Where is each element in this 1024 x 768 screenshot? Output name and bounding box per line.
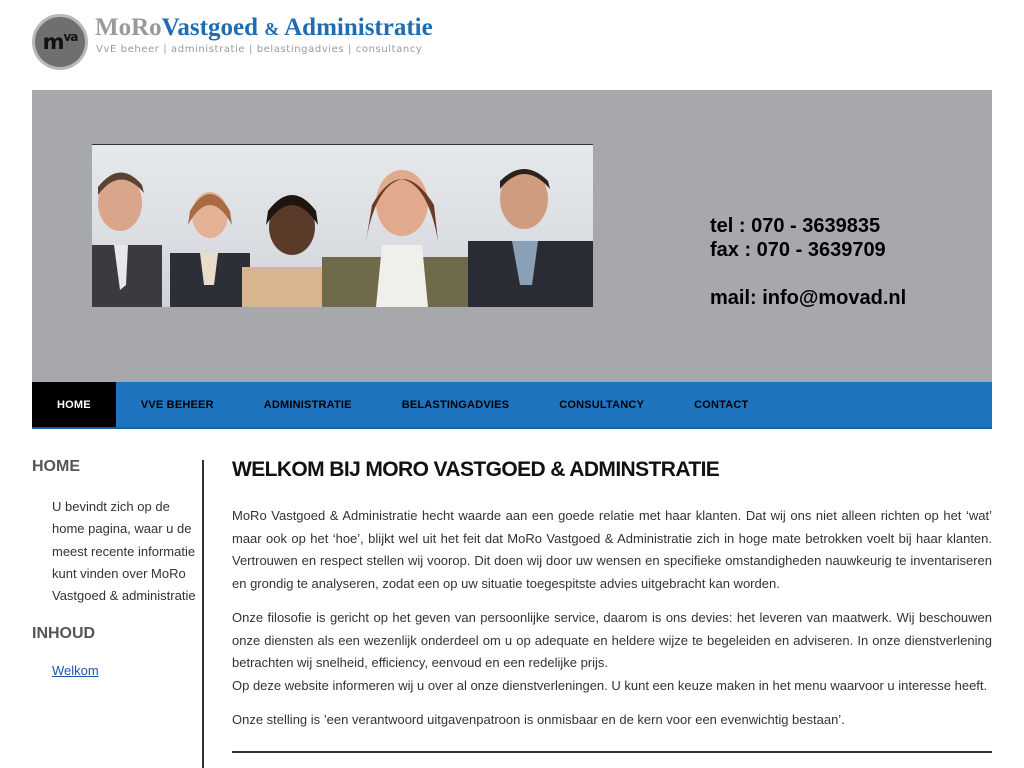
main-content — [232, 458, 992, 732]
sidebar-heading-inhoud: INHOUD — [32, 625, 96, 643]
nav-administratie[interactable]: ADMINISTRATIE — [263, 398, 352, 411]
column-divider — [202, 460, 204, 768]
site-logo[interactable] — [32, 14, 432, 74]
nav-consultancy[interactable]: CONSULTANCY — [559, 398, 645, 411]
sidebar-intro-text: U bevindt zich op de home pagina, waar u de meest recente informatie kunt vinden over MoRo Vastgoed & administratie — [52, 499, 196, 604]
header-banner — [32, 90, 992, 382]
sidebar-heading-home: HOME — [32, 458, 80, 475]
paragraph-2: Onze filosofie is gericht op het geven van persoonlijke service, daarom is ons devies: het leveren van maatwerk. Wij beschouwen onze diensten als een wezenlijk onderdeel om u op adequate en heldere wijze te begeleiden en adviseren. In onze dienstverlening betrachten wij snelheid, efficiency, eenvoud en een redelijke prijs. — [232, 610, 992, 670]
contact-mail[interactable]: mail: info@movad.nl — [710, 287, 907, 309]
nav-belastingadvies[interactable]: BELASTINGADVIES — [401, 398, 510, 411]
nav-home[interactable]: HOME — [32, 382, 116, 427]
team-photo — [92, 144, 593, 307]
content-divider — [232, 751, 992, 753]
logo-title: MoRoVastgoed & Administratie — [95, 14, 433, 41]
contact-tel: tel : 070 - 3639835 — [710, 215, 881, 237]
sidebar — [32, 458, 202, 678]
nav-vve-beheer[interactable]: VVE BEHEER — [140, 398, 214, 411]
contact-fax: fax : 070 - 3639709 — [710, 239, 886, 261]
sidebar-link-welkom[interactable]: Welkom — [52, 663, 99, 679]
contact-info — [710, 214, 906, 310]
logo-mark: $m^{va}$ — [42, 30, 78, 54]
logo-tagline: VvE beheer | administratie | belastingadvies | consultancy — [96, 44, 423, 55]
logo-badge — [32, 14, 88, 70]
paragraph-4: Onze stelling is ’een verantwoord uitgavenpatroon is onmisbaar en de kern voor een evenwichtig bestaan’. — [232, 712, 845, 727]
page-title: WELKOM BIJ MORO VASTGOED & ADMINSTRATIE — [232, 458, 720, 481]
nav-contact[interactable]: CONTACT — [694, 398, 749, 411]
main-nav — [32, 382, 992, 429]
paragraph-3: Op deze website informeren wij u over al onze dienstverleningen. U kunt een keuze maken in het menu waarvoor u interesse heeft. — [232, 677, 988, 693]
paragraph-1: MoRo Vastgoed & Administratie hecht waarde aan een goede relatie met haar klanten. Dat wij ons niet alleen richten op het ‘wat’ maar ook op het ‘hoe’, blijkt wel uit het feit dat MoRo Vastgoed & Administratie zich in hoge mate betrokken voelt bij haar klanten. Vertrouwen en respect stellen wij voorop. Dit doen wij door uw wensen en specifieke omstandigheden nauwkeurig te inventariseren en grondig te analyseren, zodat een op uw situatie toegespitste advies uitgebracht kan worden. — [232, 508, 992, 591]
